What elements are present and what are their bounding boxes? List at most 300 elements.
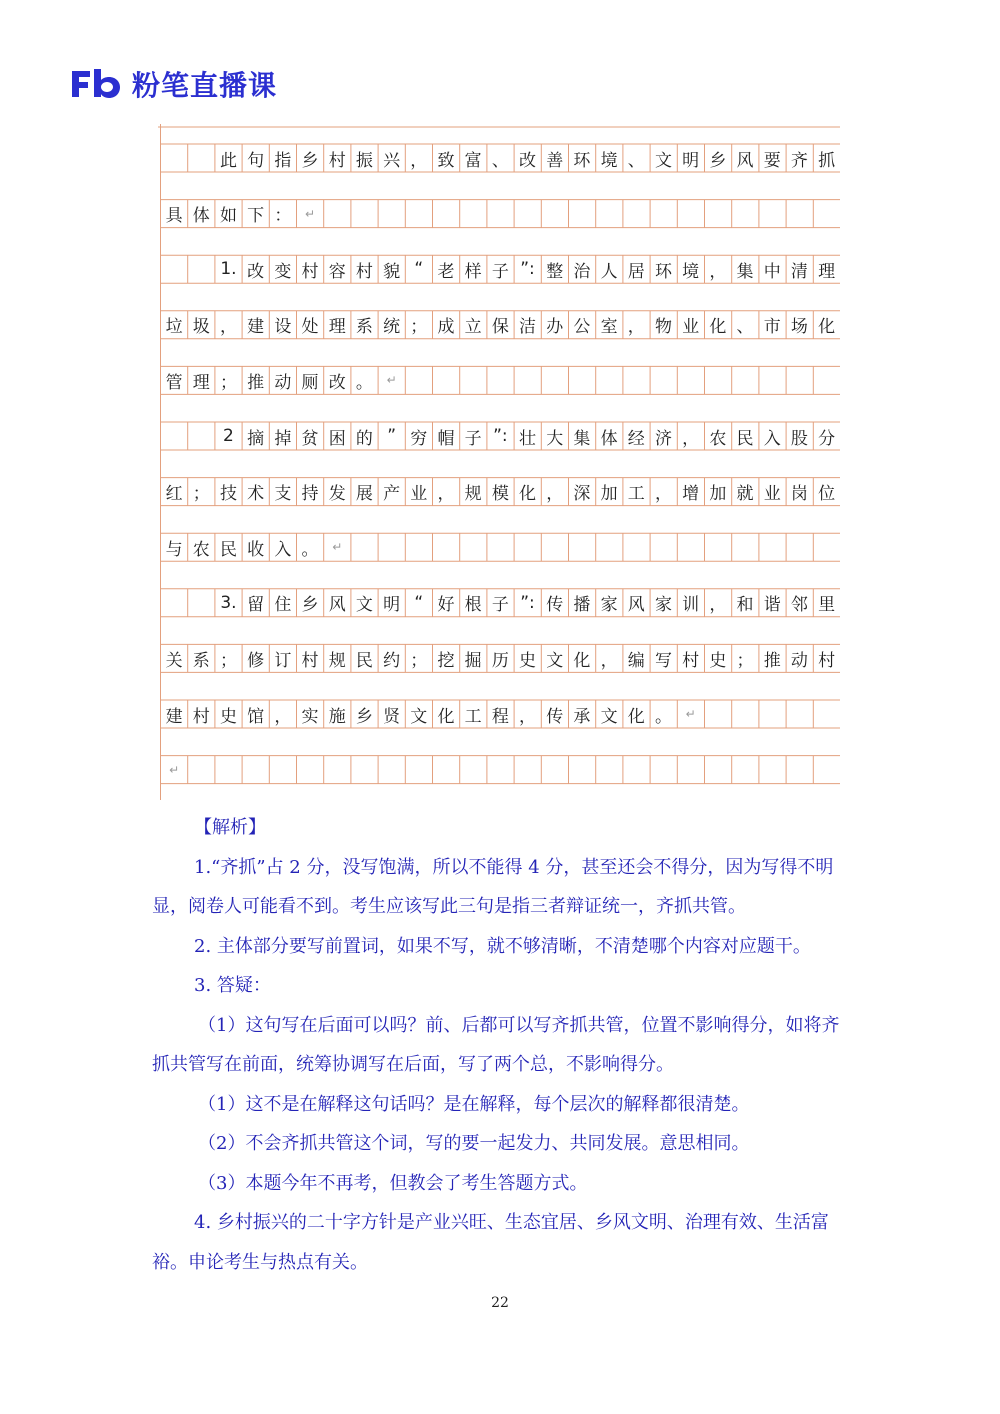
essay-char: 村: [818, 650, 836, 671]
essay-char: 风: [328, 595, 346, 616]
essay-empty-cell: [813, 533, 840, 561]
essay-char: 邻: [790, 595, 808, 616]
essay-char: 程: [491, 706, 509, 727]
essay-char: 中: [763, 261, 781, 282]
essay-char: 推: [763, 650, 781, 671]
essay-empty-cell: [786, 366, 813, 394]
analysis-qa-1: （1）这句写在后面可以吗？前、后都可以写齐抓共管，位置不影响得分，如将齐抓共管写在前面，统筹协调写在后面，写了两个总，不影响得分。: [152, 1014, 840, 1075]
essay-char: 乡: [709, 150, 727, 171]
essay-empty-cell: [487, 756, 514, 784]
essay-empty-cell: [487, 200, 514, 228]
essay-char: 展: [355, 484, 373, 505]
essay-empty-cell: [704, 366, 731, 394]
analysis-title: 【解析】: [194, 817, 266, 838]
essay-empty-cell: [677, 533, 704, 561]
essay-char: 文: [355, 595, 373, 616]
essay-char: 订: [274, 650, 292, 671]
essay-empty-cell: [405, 200, 432, 228]
essay-char: 齐: [790, 150, 808, 171]
essay-char: 改: [247, 261, 265, 282]
essay-char: 保: [491, 317, 509, 338]
essay-char: ，: [709, 595, 727, 616]
analysis-point-1: 1.“齐抓”占 2 分，没写饱满，所以不能得 4 分，甚至还会不得分，因为写得不明显，阅卷人可能看不到。考生应该写此三句是指三者辩证统一，齐抓共管。: [152, 856, 834, 917]
essay-char: 持: [301, 484, 319, 505]
essay-char: 村: [682, 650, 700, 671]
essay-char: 风: [627, 595, 645, 616]
essay-char: 明: [383, 595, 401, 616]
essay-char: 入: [763, 428, 781, 449]
essay-char: 清: [790, 261, 808, 282]
essay-empty-cell: [813, 700, 840, 728]
essay-empty-cell: [351, 756, 378, 784]
essay-char: 境: [600, 150, 618, 171]
essay-char: ，: [709, 261, 727, 282]
essay-char: 文: [410, 706, 428, 727]
essay-char: 发: [328, 484, 346, 505]
essay-char: ；: [192, 484, 210, 505]
essay-char: 老: [437, 261, 455, 282]
essay-char: 修: [247, 650, 265, 671]
essay-empty-cell: [378, 533, 405, 561]
essay-empty-cell: [405, 756, 432, 784]
brand-title: 粉笔直播课: [132, 69, 278, 102]
essay-empty-cell: [813, 756, 840, 784]
essay-char: 摘: [247, 428, 265, 449]
essay-char: 入: [274, 539, 292, 560]
essay-char: 深: [573, 484, 591, 505]
essay-empty-cell: [813, 200, 840, 228]
essay-char: 穷: [410, 428, 428, 449]
essay-empty-cell: [813, 366, 840, 394]
essay-char: 人: [600, 261, 618, 282]
essay-char: 子: [464, 428, 482, 449]
essay-empty-cell: [460, 756, 487, 784]
essay-char: 推: [247, 372, 265, 393]
essay-char: 物: [654, 317, 672, 338]
essay-empty-cell: [432, 366, 459, 394]
essay-char: 治: [573, 261, 591, 282]
analysis-point-2: 2. 主体部分要写前置词，如果不写，就不够清晰，不清楚哪个内容对应题干。: [194, 935, 811, 957]
essay-char: ，: [437, 484, 455, 505]
essay-row: [161, 311, 843, 339]
essay-empty-cell: [596, 366, 623, 394]
essay-empty-cell: [759, 700, 786, 728]
essay-char: 风: [736, 150, 754, 171]
essay-char: 模: [491, 484, 509, 505]
essay-char: 实: [301, 706, 319, 727]
essay-char: ，: [600, 650, 618, 671]
return-mark-icon: ↵: [386, 373, 397, 388]
essay-char: 1.: [220, 259, 237, 280]
essay-char: 编: [627, 650, 645, 671]
essay-char: ，: [274, 706, 292, 727]
essay-char: 圾: [192, 317, 210, 338]
essay-char: 貌: [383, 261, 401, 282]
essay-char: 乡: [355, 706, 373, 727]
essay-char: 村: [355, 261, 373, 282]
essay-char: ；: [736, 650, 754, 671]
essay-empty-cell: [677, 756, 704, 784]
essay-char: 民: [736, 428, 754, 449]
essay-char: 抓: [818, 150, 836, 171]
essay-row: [161, 589, 843, 617]
essay-char: 民: [219, 539, 237, 560]
essay-empty-cell: [324, 200, 351, 228]
essay-char: 技: [219, 484, 237, 505]
essay-empty-cell: [650, 533, 677, 561]
essay-char: 大: [546, 428, 564, 449]
essay-char: 要: [763, 150, 781, 171]
essay-char: 体: [600, 428, 618, 449]
essay-empty-cell: [161, 589, 188, 617]
essay-empty-cell: [541, 533, 568, 561]
essay-empty-cell: [759, 756, 786, 784]
essay-empty-cell: [514, 200, 541, 228]
essay-char: 市: [763, 317, 781, 338]
essay-char: ，: [627, 317, 645, 338]
essay-char: 建: [165, 706, 183, 727]
essay-char: 民: [355, 650, 373, 671]
essay-char: 业: [682, 317, 700, 338]
essay-char: 规: [328, 650, 346, 671]
essay-row: [161, 200, 843, 228]
analysis-section: [152, 808, 852, 1282]
essay-char: 。: [301, 539, 319, 560]
essay-char: 集: [573, 428, 591, 449]
essay-char: 化: [627, 706, 645, 727]
essay-char: 改: [328, 372, 346, 393]
essay-char: 村: [301, 261, 319, 282]
essay-char: 理: [818, 261, 836, 282]
essay-char: 住: [274, 595, 292, 616]
essay-char: ”:: [520, 259, 535, 280]
essay-char: 建: [247, 317, 265, 338]
essay-char: 理: [328, 317, 346, 338]
essay-char: 和: [736, 595, 754, 616]
essay-empty-cell: [786, 533, 813, 561]
essay-char: 增: [682, 484, 700, 505]
essay-char: 贤: [383, 706, 401, 727]
essay-char: 家: [600, 595, 618, 616]
essay-char: 变: [274, 261, 292, 282]
essay-empty-cell: [161, 255, 188, 283]
essay-row: [161, 644, 843, 672]
essay-char: 兴: [383, 150, 401, 171]
essay-row: [161, 478, 843, 506]
essay-empty-cell: [514, 366, 541, 394]
essay-empty-cell: [296, 756, 323, 784]
essay-char: 公: [573, 317, 591, 338]
essay-empty-cell: [704, 200, 731, 228]
essay-char: 壮: [519, 428, 537, 449]
essay-empty-cell: [351, 200, 378, 228]
essay-empty-cell: [731, 200, 758, 228]
essay-empty-cell: [786, 756, 813, 784]
essay-char: 分: [818, 428, 836, 449]
essay-empty-cell: [650, 756, 677, 784]
essay-char: 集: [736, 261, 754, 282]
analysis-point-3: 3. 答疑：: [194, 975, 271, 996]
essay-empty-cell: [568, 533, 595, 561]
return-mark-icon: ↵: [169, 762, 180, 777]
essay-empty-cell: [188, 422, 215, 450]
essay-empty-cell: [432, 756, 459, 784]
essay-empty-cell: [650, 200, 677, 228]
essay-char: 洁: [519, 317, 537, 338]
essay-char: 里: [818, 595, 836, 616]
essay-char: “: [414, 259, 424, 280]
essay-char: 留: [247, 595, 265, 616]
essay-empty-cell: [161, 422, 188, 450]
essay-char: 化: [573, 650, 591, 671]
essay-empty-cell: [596, 756, 623, 784]
essay-char: 明: [682, 150, 700, 171]
essay-char: “: [414, 592, 424, 613]
essay-char: 业: [763, 484, 781, 505]
essay-char: 馆: [247, 706, 265, 727]
essay-empty-cell: [514, 533, 541, 561]
essay-char: 历: [491, 650, 509, 671]
essay-char: 的: [355, 428, 373, 449]
essay-char: 动: [790, 650, 808, 671]
essay-char: 文: [600, 706, 618, 727]
essay-empty-cell: [269, 756, 296, 784]
essay-char: ，: [519, 706, 537, 727]
return-mark-icon: ↵: [332, 540, 343, 555]
essay-char: 善: [546, 150, 564, 171]
essay-empty-cell: [731, 366, 758, 394]
essay-char: 境: [682, 261, 700, 282]
essay-char: 此: [219, 150, 237, 171]
essay-char: 加: [709, 484, 727, 505]
essay-char: 富: [464, 150, 482, 171]
essay-char: ；: [410, 650, 428, 671]
essay-char: 子: [491, 595, 509, 616]
essay-char: 环: [654, 261, 672, 282]
essay-char: 乡: [301, 595, 319, 616]
essay-empty-cell: [460, 200, 487, 228]
page-number: 22: [491, 1295, 509, 1311]
essay-char: ；: [410, 317, 428, 338]
essay-empty-cell: [378, 756, 405, 784]
essay-row: [161, 533, 843, 561]
essay-empty-cell: [188, 144, 215, 172]
essay-char: 困: [328, 428, 346, 449]
essay-empty-cell: [514, 756, 541, 784]
essay-char: 容: [328, 261, 346, 282]
essay-empty-cell: [568, 366, 595, 394]
analysis-point-4: 4. 乡村振兴的二十字方针是产业兴旺、生态宜居、乡风文明、治理有效、生活富裕。申论考生与热点有关。: [152, 1212, 829, 1273]
essay-char: 统: [383, 317, 401, 338]
essay-empty-cell: [432, 533, 459, 561]
essay-char: 指: [274, 150, 292, 171]
essay-char: 立: [464, 317, 482, 338]
essay-empty-cell: [596, 533, 623, 561]
essay-char: 济: [654, 428, 672, 449]
essay-empty-cell: [650, 366, 677, 394]
essay-char: 村: [192, 706, 210, 727]
essay-char: 与: [165, 539, 183, 560]
essay-char: ，: [682, 428, 700, 449]
essay-char: 子: [491, 261, 509, 282]
essay-char: 系: [192, 650, 210, 671]
fenbi-logo-icon: [70, 67, 122, 101]
analysis-qa-2: （1）这不是在解释这句话吗？是在解释，每个层次的解释都很清楚。: [198, 1093, 750, 1115]
essay-char: 室: [600, 317, 618, 338]
essay-char: 体: [192, 206, 210, 227]
essay-char: 厕: [301, 372, 319, 393]
essay-empty-cell: [188, 756, 215, 784]
essay-char: 化: [519, 484, 537, 505]
essay-char: 句: [247, 150, 265, 171]
essay-char: 农: [709, 428, 727, 449]
essay-empty-cell: [731, 756, 758, 784]
essay-empty-cell: [677, 366, 704, 394]
essay-char: ”:: [493, 426, 508, 446]
essay-empty-cell: [731, 700, 758, 728]
essay-empty-cell: [541, 756, 568, 784]
essay-char: 样: [464, 261, 482, 282]
essay-char: 场: [790, 317, 808, 338]
essay-empty-cell: [188, 589, 215, 617]
essay-char: 经: [627, 428, 645, 449]
essay-empty-cell: [786, 200, 813, 228]
essay-char: 村: [301, 650, 319, 671]
essay-char: 改: [519, 150, 537, 171]
essay-char: 下: [247, 206, 265, 227]
essay-row: [161, 756, 843, 784]
essay-empty-cell: [704, 700, 731, 728]
essay-empty-cell: [188, 255, 215, 283]
essay-empty-cell: [487, 533, 514, 561]
essay-char: ，: [219, 317, 237, 338]
essay-char: 成: [437, 317, 455, 338]
essay-char: 管: [165, 372, 183, 393]
essay-char: 整: [546, 261, 564, 282]
essay-char: 如: [219, 206, 237, 227]
essay-char: 写: [654, 650, 672, 671]
return-mark-icon: ↵: [305, 206, 316, 221]
essay-empty-cell: [378, 200, 405, 228]
essay-char: 股: [790, 428, 808, 449]
essay-char: 产: [383, 484, 401, 505]
essay-char: 帽: [437, 428, 455, 449]
essay-char: 收: [247, 539, 265, 560]
essay-char: 。: [654, 706, 672, 727]
essay-char: 加: [600, 484, 618, 505]
analysis-qa-4: （3）本题今年不再考，但教会了考生答题方式。: [198, 1172, 588, 1194]
analysis-qa-3: （2）不会齐抓共管这个词，写的要一起发力、共同发展。意思相同。: [198, 1133, 750, 1154]
essay-char: 化: [709, 317, 727, 338]
essay-row: [161, 422, 843, 450]
essay-empty-cell: [215, 756, 242, 784]
essay-empty-cell: [568, 756, 595, 784]
essay-char: 农: [192, 539, 210, 560]
essay-char: 岗: [790, 484, 808, 505]
essay-empty-cell: [759, 366, 786, 394]
essay-char: 谐: [763, 595, 781, 616]
essay-empty-cell: [786, 700, 813, 728]
essay-char: 设: [274, 317, 292, 338]
essay-char: ；: [219, 650, 237, 671]
essay-row: [161, 700, 843, 728]
essay-char: 环: [573, 150, 591, 171]
essay-char: 支: [274, 484, 292, 505]
essay-char: 动: [274, 372, 292, 393]
essay-char: 传: [546, 595, 564, 616]
essay-char: 贫: [301, 428, 319, 449]
essay-char: 史: [709, 650, 727, 671]
essay-empty-cell: [541, 200, 568, 228]
essay-char: 、: [627, 150, 645, 171]
essay-char: 就: [736, 484, 754, 505]
essay-char: 化: [818, 317, 836, 338]
essay-empty-cell: [242, 756, 269, 784]
essay-empty-cell: [759, 200, 786, 228]
essay-char: ”: [387, 426, 396, 446]
essay-char: 关: [165, 650, 183, 671]
essay-empty-cell: [677, 200, 704, 228]
essay-char: 理: [192, 372, 210, 393]
essay-grid: [158, 124, 840, 800]
essay-char: ，: [410, 150, 428, 171]
essay-empty-cell: [704, 533, 731, 561]
essay-row: [161, 255, 843, 283]
essay-char: ，: [546, 484, 564, 505]
essay-empty-cell: [623, 200, 650, 228]
essay-char: 掉: [274, 428, 292, 449]
essay-empty-cell: [161, 144, 188, 172]
essay-empty-cell: [432, 200, 459, 228]
essay-char: 。: [355, 372, 373, 393]
essay-char: 承: [573, 706, 591, 727]
essay-char: 振: [355, 150, 373, 171]
essay-char: 、: [491, 150, 509, 171]
essay-char: 传: [546, 706, 564, 727]
essay-char: 系: [355, 317, 373, 338]
essay-empty-cell: [460, 533, 487, 561]
essay-empty-cell: [460, 366, 487, 394]
essay-char: 文: [654, 150, 672, 171]
essay-char: 术: [247, 484, 265, 505]
essay-empty-cell: [568, 200, 595, 228]
essay-empty-cell: [731, 533, 758, 561]
essay-char: 村: [328, 150, 346, 171]
page-header: [70, 62, 277, 106]
essay-empty-cell: [405, 366, 432, 394]
essay-empty-cell: [324, 756, 351, 784]
essay-char: 规: [464, 484, 482, 505]
essay-empty-cell: [596, 200, 623, 228]
essay-char: 掘: [464, 650, 482, 671]
essay-char: 训: [682, 595, 700, 616]
essay-empty-cell: [704, 756, 731, 784]
essay-empty-cell: [405, 533, 432, 561]
essay-char: 2: [223, 426, 234, 446]
essay-char: 业: [410, 484, 428, 505]
return-mark-icon: ↵: [685, 707, 696, 721]
essay-char: 史: [219, 706, 237, 727]
essay-empty-cell: [623, 533, 650, 561]
essay-row: [161, 144, 843, 172]
essay-char: 位: [818, 484, 836, 505]
essay-char: ”:: [520, 592, 535, 613]
essay-empty-cell: [487, 366, 514, 394]
essay-char: 工: [627, 484, 645, 505]
essay-empty-cell: [759, 533, 786, 561]
essay-char: 致: [437, 150, 455, 171]
essay-char: 、: [736, 317, 754, 338]
